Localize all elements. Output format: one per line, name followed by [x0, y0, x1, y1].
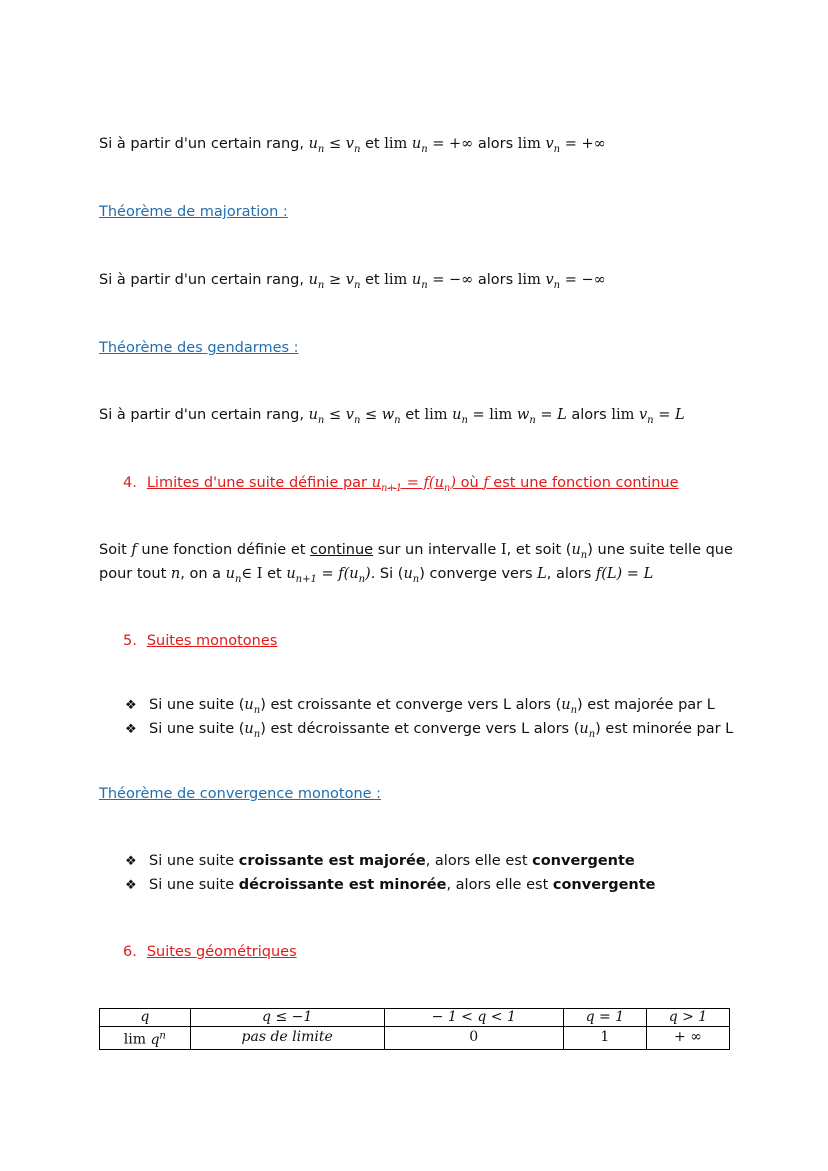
section-4-heading: 4. Limites d'une suite définie par $u_{n+1} = f(u_n)$ où f est une fonction continue — [123, 475, 679, 494]
text-line-3: Si à partir d'un certain rang, $u_n \le v_n \le w_n$ et $\lim u_n = \lim w_n = L$ alors $\lim v_n = L$ — [99, 407, 685, 426]
section-6-heading: 6. Suites géométriques — [123, 944, 297, 960]
monotone-title: Théorème de convergence monotone : — [99, 786, 382, 802]
section-5-heading: 5. Suites monotones — [123, 633, 278, 649]
paragraph-4-line-1: Soit f une fonction définie et continue sur un intervalle I, et soit $(u_n)$ une suite telle que — [99, 542, 733, 561]
text-line-2: Si à partir d'un certain rang, $u_n \ge v_n$ et $\lim u_n$ = −∞ alors $\lim v_n$ = −∞ — [99, 272, 606, 291]
list-item: ❖ Si une suite croissante est majorée, alors elle est convergente — [125, 853, 635, 869]
table-cell: q > 1 — [646, 1009, 729, 1027]
diamond-bullet-icon: ❖ — [125, 854, 137, 869]
table-cell: 1 — [563, 1027, 646, 1050]
list-item: ❖ Si une suite $(u_n)$ est croissante et converge vers L alors $(u_n)$ est majorée par L — [125, 697, 715, 716]
geometric-limits-table — [99, 1008, 730, 1050]
diamond-bullet-icon: ❖ — [125, 878, 137, 893]
gendarmes-title: Théorème des gendarmes : — [99, 340, 299, 356]
table-cell: pas de limite — [190, 1027, 384, 1050]
diamond-bullet-icon: ❖ — [125, 698, 137, 713]
list-item: ❖ Si une suite décroissante est minorée, alors elle est convergente — [125, 877, 656, 893]
table-cell: q = 1 — [563, 1009, 646, 1027]
table-cell: − 1 < q < 1 — [384, 1009, 563, 1027]
diamond-bullet-icon: ❖ — [125, 722, 137, 737]
paragraph-4-line-2: pour tout n, on a $u_n\in$ I et $u_{n+1} = f(u_n)$. Si $(u_n)$ converge vers L, alors f(L) = L — [99, 566, 654, 585]
list-item: ❖ Si une suite $(u_n)$ est décroissante et converge vers L alors $(u_n)$ est minorée par L — [125, 721, 734, 740]
table-row — [100, 1009, 730, 1027]
text-line-1: Si à partir d'un certain rang, $u_n \le v_n$ et $\lim u_n$ = +∞ alors $\lim v_n$ = +∞ — [99, 136, 606, 155]
table-cell: 0 — [384, 1027, 563, 1050]
table-cell: q — [100, 1009, 191, 1027]
table-cell: $\lim q^n$ — [100, 1027, 191, 1050]
table-cell: q ≤ −1 — [190, 1009, 384, 1027]
majoration-title: Théorème de majoration : — [99, 204, 288, 220]
table-cell: + ∞ — [646, 1027, 729, 1050]
table-row — [100, 1027, 730, 1050]
